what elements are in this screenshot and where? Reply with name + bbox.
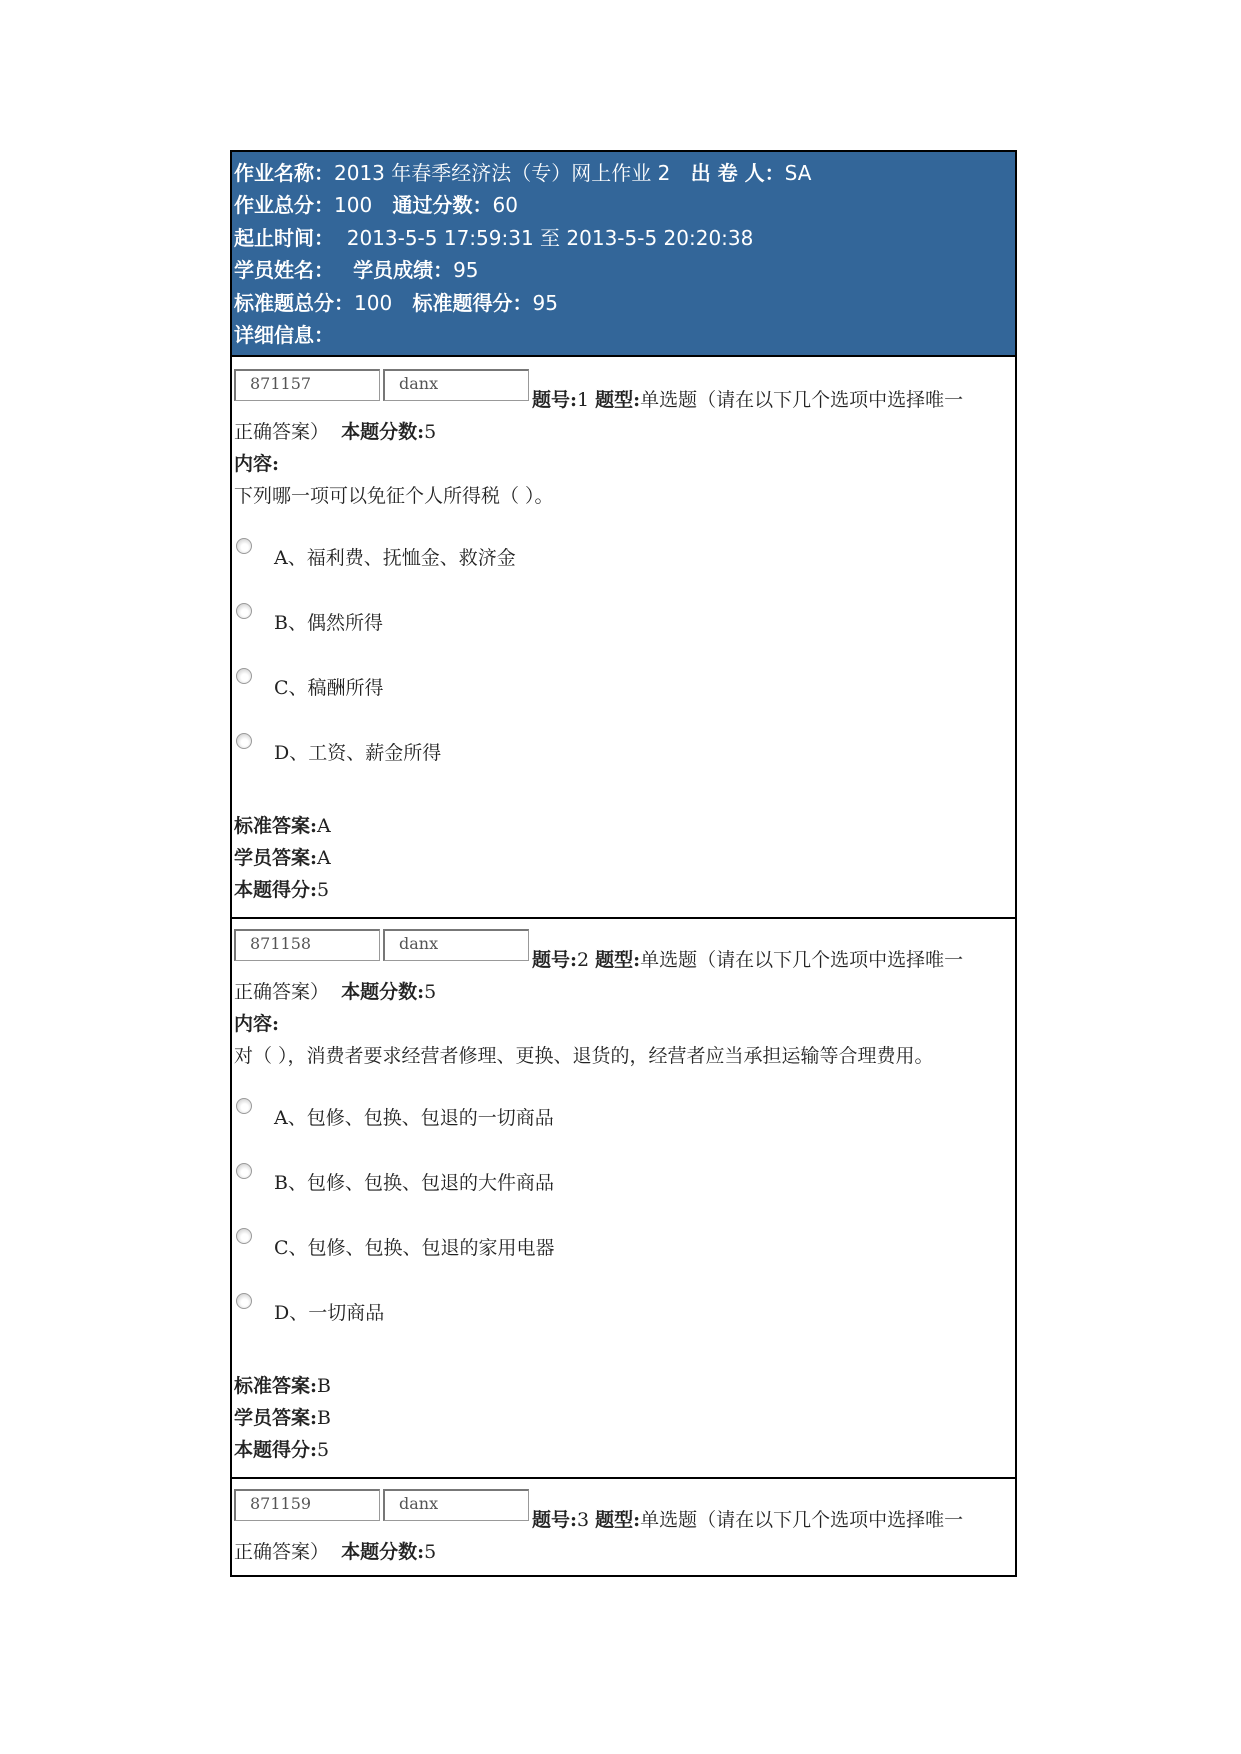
stu-answer-value: A [317, 847, 331, 869]
option-radio-a[interactable] [236, 1098, 252, 1114]
time-end: 2013-5-5 20:20:38 [566, 226, 754, 250]
std-total-value: 100 [354, 291, 393, 315]
question-id-field[interactable]: 871159 [234, 1489, 380, 1521]
std-score-label: 标准题得分： [412, 291, 533, 315]
points-value: 5 [424, 981, 437, 1003]
question-type-code-field[interactable]: danx [383, 929, 529, 961]
question-type-end: 正确答案） [234, 1541, 330, 1563]
question-score [234, 877, 329, 903]
homework-title: 2013 年春季经济法（专）网上作业 2 [334, 161, 671, 185]
std-answer-label: 标准答案: [234, 1375, 318, 1397]
option-c: C、稿酬所得 [274, 677, 384, 699]
question-block [232, 917, 1015, 1479]
question-type-cont [234, 419, 436, 445]
std-answer-value: B [317, 1375, 331, 1397]
question-id-field[interactable]: 871158 [234, 929, 380, 961]
question-number-label: 题号: [532, 1509, 578, 1531]
points-value: 5 [424, 421, 437, 443]
option-a: A、包修、包换、包退的一切商品 [274, 1107, 554, 1129]
question-content: 对（ ），消费者要求经营者修理、更换、退货的，经营者应当承担运输等合理费用。 [234, 1045, 934, 1067]
standard-answer [234, 1373, 331, 1399]
stu-answer-label: 学员答案: [234, 1407, 318, 1429]
points-label: 本题分数: [341, 421, 425, 443]
standard-answer [234, 813, 331, 839]
time-label: 起止时间： [234, 226, 334, 250]
grade-value: 95 [453, 258, 479, 282]
score-label: 本题得分: [234, 1439, 318, 1461]
std-score-value: 95 [532, 291, 558, 315]
author-label: 出 卷 人： [690, 161, 785, 185]
question-block [232, 355, 1015, 919]
total-label: 作业总分： [234, 193, 334, 217]
std-total-label: 标准题总分： [234, 291, 354, 315]
question-header [532, 385, 963, 412]
score-label: 本题得分: [234, 879, 318, 901]
question-number: 2 [577, 949, 590, 971]
option-d: D、工资、薪金所得 [274, 742, 442, 764]
std-row [234, 288, 558, 318]
option-radio-d[interactable] [236, 1293, 252, 1309]
content-label: 内容: [234, 453, 280, 475]
question-type-label: 题型: [595, 1509, 641, 1531]
student-row [234, 255, 479, 285]
question-type: 单选题（请在以下几个选项中选择唯一 [640, 949, 964, 971]
option-b: B、包修、包换、包退的大件商品 [274, 1172, 554, 1194]
question-content: 下列哪一项可以免征个人所得税（ ）。 [234, 485, 554, 507]
total-value: 100 [334, 193, 373, 217]
score-row [234, 190, 518, 220]
points-label: 本题分数: [341, 1541, 425, 1563]
question-type-label: 题型: [595, 949, 641, 971]
question-id-field[interactable]: 871157 [234, 369, 380, 401]
option-radio-a[interactable] [236, 538, 252, 554]
question-type: 单选题（请在以下几个选项中选择唯一 [640, 389, 964, 411]
question-score [234, 1437, 329, 1463]
name-label: 学员姓名： [234, 258, 334, 282]
detail-row [234, 320, 334, 350]
question-type-code-field[interactable]: danx [383, 1489, 529, 1521]
std-answer-label: 标准答案: [234, 815, 318, 837]
question-type-end: 正确答案） [234, 421, 330, 443]
question-type-code-field[interactable]: danx [383, 369, 529, 401]
option-radio-b[interactable] [236, 1163, 252, 1179]
std-answer-value: A [317, 815, 331, 837]
question-type-cont [234, 979, 436, 1005]
option-radio-d[interactable] [236, 733, 252, 749]
option-a: A、福利费、抚恤金、救济金 [274, 547, 516, 569]
time-start: 2013-5-5 17:59:31 [346, 226, 534, 250]
question-type-label: 题型: [595, 389, 641, 411]
points-value: 5 [424, 1541, 437, 1563]
pass-value: 60 [492, 193, 518, 217]
student-answer [234, 1405, 331, 1431]
author-value: SA [784, 161, 812, 185]
question-type: 单选题（请在以下几个选项中选择唯一 [640, 1509, 964, 1531]
student-answer [234, 845, 331, 871]
option-c: C、包修、包换、包退的家用电器 [274, 1237, 555, 1259]
detail-label: 详细信息： [234, 323, 334, 347]
time-row [234, 223, 753, 253]
option-radio-b[interactable] [236, 603, 252, 619]
question-type-cont [234, 1539, 436, 1565]
points-label: 本题分数: [341, 981, 425, 1003]
question-number: 1 [577, 389, 590, 411]
title-row [234, 158, 811, 188]
stu-answer-label: 学员答案: [234, 847, 318, 869]
option-d: D、一切商品 [274, 1302, 385, 1324]
stu-answer-value: B [317, 1407, 331, 1429]
time-separator: 至 [540, 226, 561, 250]
homework-frame [230, 150, 1017, 1577]
question-type-end: 正确答案） [234, 981, 330, 1003]
question-number-label: 题号: [532, 949, 578, 971]
option-radio-c[interactable] [236, 1228, 252, 1244]
option-radio-c[interactable] [236, 668, 252, 684]
content-label: 内容: [234, 1013, 280, 1035]
score-value: 5 [317, 879, 330, 901]
grade-label: 学员成绩： [353, 258, 454, 282]
question-number-label: 题号: [532, 389, 578, 411]
question-header [532, 945, 963, 972]
question-number: 3 [577, 1509, 590, 1531]
question-header [532, 1505, 963, 1532]
homework-header [232, 152, 1015, 357]
question-block [232, 1477, 1015, 1575]
score-value: 5 [317, 1439, 330, 1461]
option-b: B、偶然所得 [274, 612, 383, 634]
title-label: 作业名称： [234, 161, 334, 185]
pass-label: 通过分数： [392, 193, 493, 217]
